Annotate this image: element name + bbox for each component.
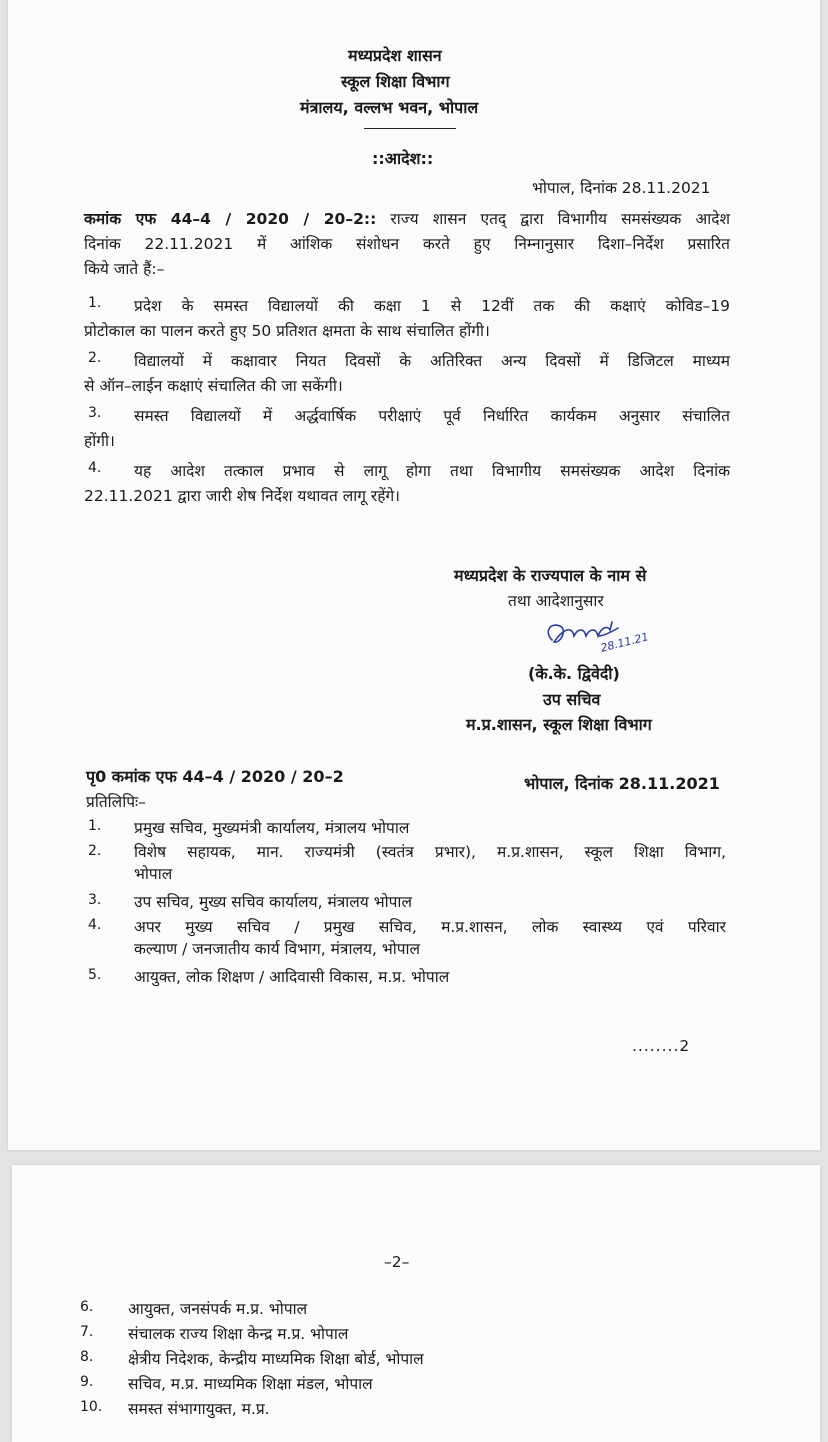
copy-recipient: उप सचिव, मुख्य सचिव कार्यालय, मंत्रालय भोपाल: [134, 893, 412, 911]
directive-text-line-2: होंगी।: [84, 432, 115, 450]
copy-recipient: आयुक्त, लोक शिक्षण / आदिवासी विकास, म.प्र. भोपाल: [134, 968, 450, 986]
directive-text-line-1: विद्यालयों में कक्षावार नियत दिवसों के अतिरिक्त अन्य दिवसों में डिजिटल माध्यम: [134, 352, 730, 370]
copy-recipient: [134, 915, 726, 962]
copy-recipient: आयुक्त, जनसंपर्क म.प्र. भोपाल: [128, 1300, 308, 1318]
document-page-1: [8, 0, 820, 1150]
copy-recipient: प्रमुख सचिव, मुख्यमंत्री कार्यालय, मंत्रालय भोपाल: [134, 819, 410, 837]
copy-number: 10.: [80, 1399, 103, 1415]
order-place-date: भोपाल, दिनांक 28.11.2021: [532, 179, 711, 197]
copy-recipient: [134, 840, 726, 887]
directive-text-line-1: प्रदेश के समस्त विद्यालयों की कक्षा 1 से 12वीं तक की कक्षाएं कोविड–19: [134, 297, 730, 315]
header-government: मध्यप्रदेश शासन: [348, 46, 442, 65]
copy-recipient: संचालक राज्य शिक्षा केन्द्र म.प्र. भोपाल: [128, 1325, 349, 1343]
page-number-header: –2–: [384, 1253, 410, 1271]
copy-recipient-line-2: कल्याण / जनजातीय कार्य विभाग, मंत्रालय, भोपाल: [134, 940, 421, 958]
signatory-name: (के.के. द्विवेदी): [528, 664, 620, 683]
copy-recipient-line-2: भोपाल: [134, 865, 173, 883]
copy-number: 4.: [88, 917, 102, 933]
directive-item: [84, 294, 730, 344]
directive-text-line-1: यह आदेश तत्काल प्रभाव से लागू होगा तथा विभागीय समसंख्यक आदेश दिनांक: [134, 462, 730, 480]
directive-text-line-2: प्रोटोकाल का पालन करते हुए 50 प्रतिशत क्षमता के साथ संचालित होंगी।: [84, 322, 490, 340]
directive-number: 4.: [88, 460, 102, 476]
authority-line-1: मध्यप्रदेश के राज्यपाल के नाम से: [454, 566, 647, 585]
directive-item: [84, 459, 730, 509]
signatory-designation: उप सचिव: [543, 690, 601, 709]
directive-item: [84, 349, 730, 399]
directive-text-line-1: समस्त विद्यालयों में अर्द्धवार्षिक परीक्षाएं पूर्व निर्धारित कार्यकम अनुसार संचालित: [134, 407, 730, 425]
directive-text-line-2: से ऑन–लाईन कक्षाएं संचालित की जा सकेंगी।: [84, 377, 343, 395]
authority-line-2: तथा आदेशानुसार: [508, 592, 604, 610]
header-department: स्कूल शिक्षा विभाग: [341, 72, 450, 91]
copy-number: 3.: [88, 892, 102, 908]
header-divider: [364, 128, 456, 129]
intro-paragraph: [84, 207, 730, 282]
copy-to-label: प्रतिलिपिः–: [86, 793, 146, 811]
intro-line-3: किये जाते हैं:–: [84, 260, 165, 278]
continued-page-marker: ........2: [632, 1037, 691, 1055]
order-number: कमांक एफ 44–4 / 2020 / 20–2::: [84, 210, 377, 228]
copy-number: 9.: [80, 1374, 94, 1390]
intro-line-1: [84, 207, 730, 232]
order-title: ::आदेश::: [372, 149, 434, 168]
copy-recipient: सचिव, म.प्र. माध्यमिक शिक्षा मंडल, भोपाल: [128, 1375, 373, 1393]
copy-number: 2.: [88, 843, 102, 859]
copy-recipient: क्षेत्रीय निदेशक, केन्द्रीय माध्यमिक शिक्षा बोर्ड, भोपाल: [128, 1350, 424, 1368]
directive-item: [84, 404, 730, 454]
copy-number: 1.: [88, 818, 102, 834]
copy-recipient-line-1: अपर मुख्य सचिव / प्रमुख सचिव, म.प्र.शासन, लोक स्वास्थ्य एवं परिवार: [134, 918, 726, 936]
copy-recipient: समस्त संभागायुक्त, म.प्र.: [128, 1400, 270, 1418]
header-address: मंत्रालय, वल्लभ भवन, भोपाल: [300, 98, 479, 117]
intro-line-2: दिनांक 22.11.2021 में आंशिक संशोधन करते हुए निम्नानुसार दिशा–निर्देश प्रसारित: [84, 235, 730, 253]
directive-text-line-2: 22.11.2021 द्वारा जारी शेष निर्देश यथावत लागू रहेंगे।: [84, 487, 401, 505]
copy-number: 6.: [80, 1299, 94, 1315]
copy-number: 5.: [88, 967, 102, 983]
copy-recipient-line-1: विशेष सहायक, मान. राज्यमंत्री (स्वतंत्र प्रभार), म.प्र.शासन, स्कूल शिक्षा विभाग,: [134, 843, 726, 861]
copy-number: 8.: [80, 1349, 94, 1365]
directive-number: 1.: [88, 295, 102, 311]
copy-number: 7.: [80, 1324, 94, 1340]
intro-line-1-text: राज्य शासन एतद् द्वारा विभागीय समसंख्यक आदेश: [376, 210, 730, 228]
signature: [538, 614, 668, 662]
directive-number: 2.: [88, 350, 102, 366]
signature-date: 28.11.21: [599, 630, 650, 655]
document-page-2: [12, 1165, 820, 1442]
endorsement-place-date: भोपाल, दिनांक 28.11.2021: [524, 774, 720, 793]
directive-number: 3.: [88, 405, 102, 421]
signatory-department: म.प्र.शासन, स्कूल शिक्षा विभाग: [466, 715, 652, 734]
endorsement-reference: पृ0 कमांक एफ 44–4 / 2020 / 20–2: [86, 767, 344, 786]
